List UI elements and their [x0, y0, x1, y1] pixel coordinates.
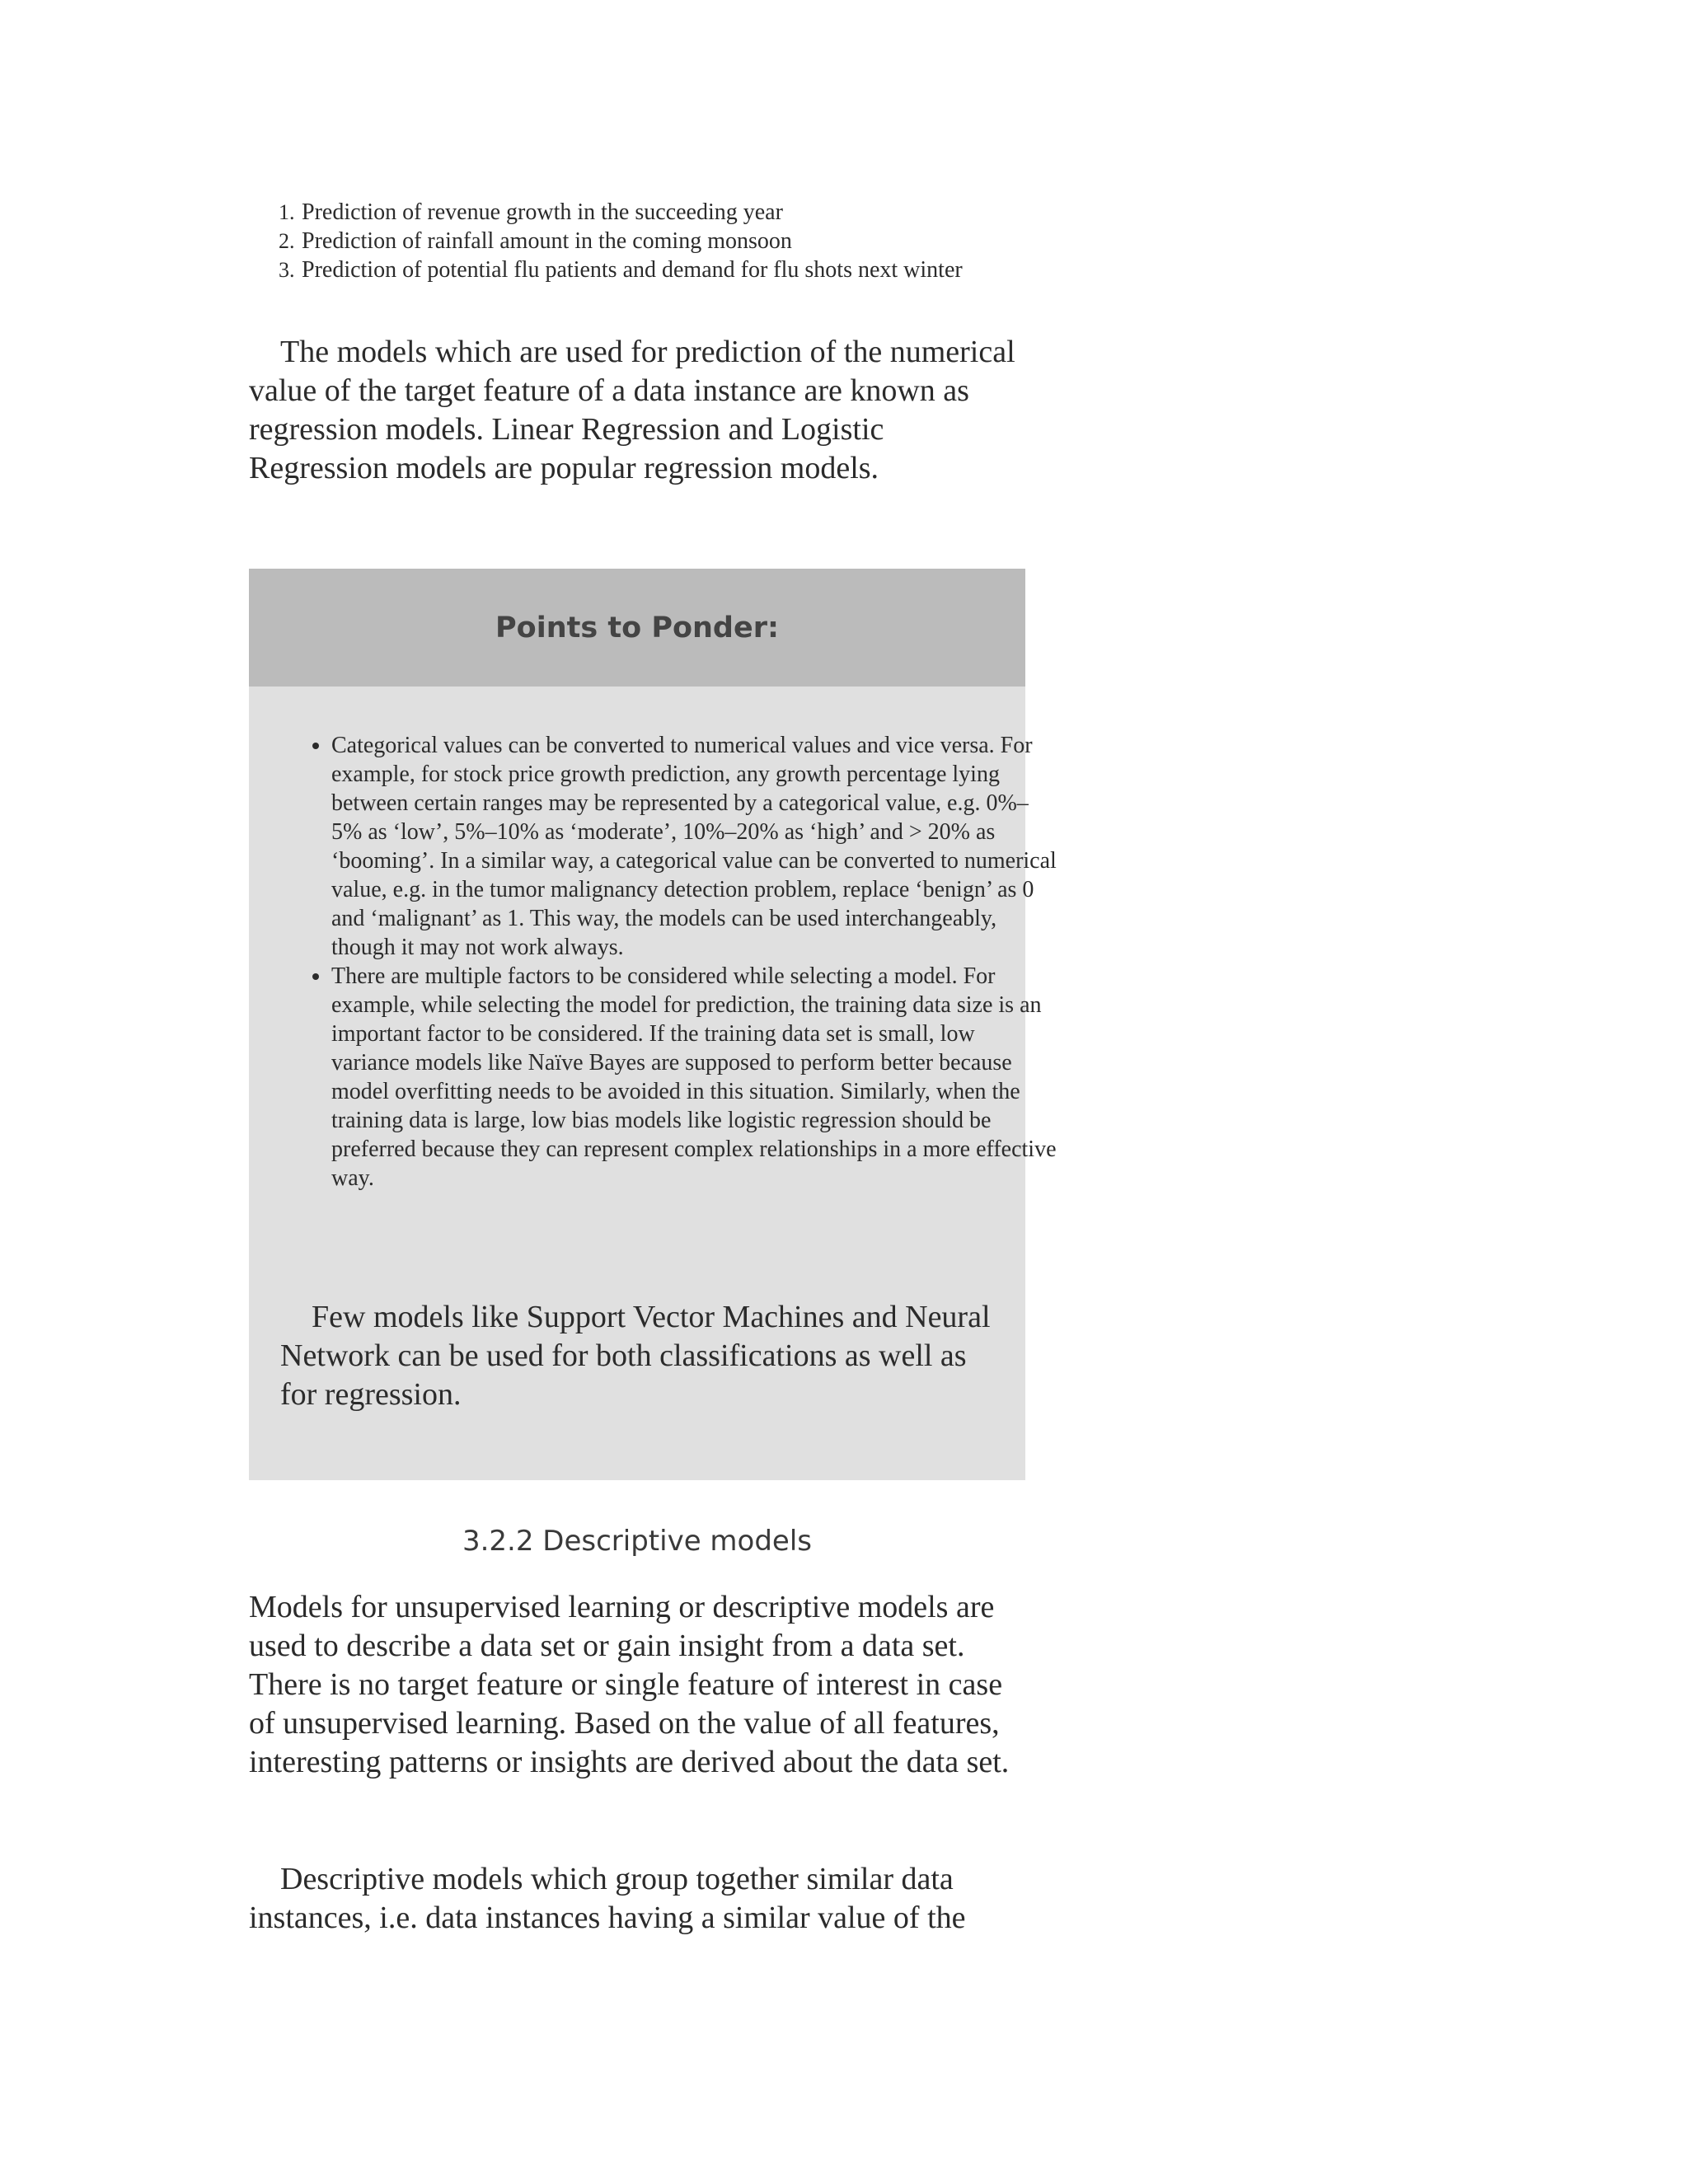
regression-paragraph: The models which are used for prediction of the numerical value of the target feature of a data instance are known as regression models. Linear Regression and Logistic Regression models are popular regression models. — [249, 335, 1015, 485]
ponder-bullet-list — [249, 731, 1057, 1193]
list-item: • There are multiple factors to be considered while selecting a model. For example, while selecting the model for prediction, the training data size is an important factor to be considered. If the training data set is small, low variance models like Naïve Bayes are supposed to perform better because model overfitting needs to be avoided in this situation. Similarly, when the training data is large, low bias models like logistic regression should be preferred because they can represent complex relationships in a more effective way. — [331, 962, 1057, 1193]
list-item: 3. Prediction of potential flu patients and demand for flu shots next winter — [300, 255, 1025, 284]
prediction-examples-list — [249, 198, 1025, 284]
descriptive-paragraph-2: Descriptive models which group together similar data instances, i.e. data instances having a similar value of the — [249, 1862, 966, 1935]
ponder-title: Points to Ponder: — [249, 569, 1025, 687]
list-item: 2. Prediction of rainfall amount in the coming monsoon — [300, 227, 1025, 255]
section-heading: 3.2.2 Descriptive models — [462, 1525, 813, 1558]
list-item: 1. Prediction of revenue growth in the succeeding year — [300, 198, 1025, 227]
descriptive-paragraph-1: Models for unsupervised learning or descriptive models are used to describe a data set or gain insight from a data set. There is no target feature or single feature of interest in case of unsupervised learning. Based on the value of all features, interesting patterns or insights are derived about the data set. — [249, 1590, 1010, 1779]
ponder-closing-paragraph: Few models like Support Vector Machines and Neural Network can be used for both classifications as well as for regression. — [280, 1300, 991, 1412]
list-item: • Categorical values can be converted to numerical values and vice versa. For example, for stock price growth prediction, any growth percentage lying between certain ranges may be represented by a categorical value, e.g. 0%–5% as ‘low’, 5%–10% as ‘moderate’, 10%–20% as ‘high’ and > 20% as ‘booming’. In a similar way, a categorical value can be converted to numerical value, e.g. in the tumor malignancy detection problem, replace ‘benign’ as 0 and ‘malignant’ as 1. This way, the models can be used interchangeably, though it may not work always. — [331, 731, 1057, 962]
points-to-ponder-box — [249, 569, 1057, 1480]
